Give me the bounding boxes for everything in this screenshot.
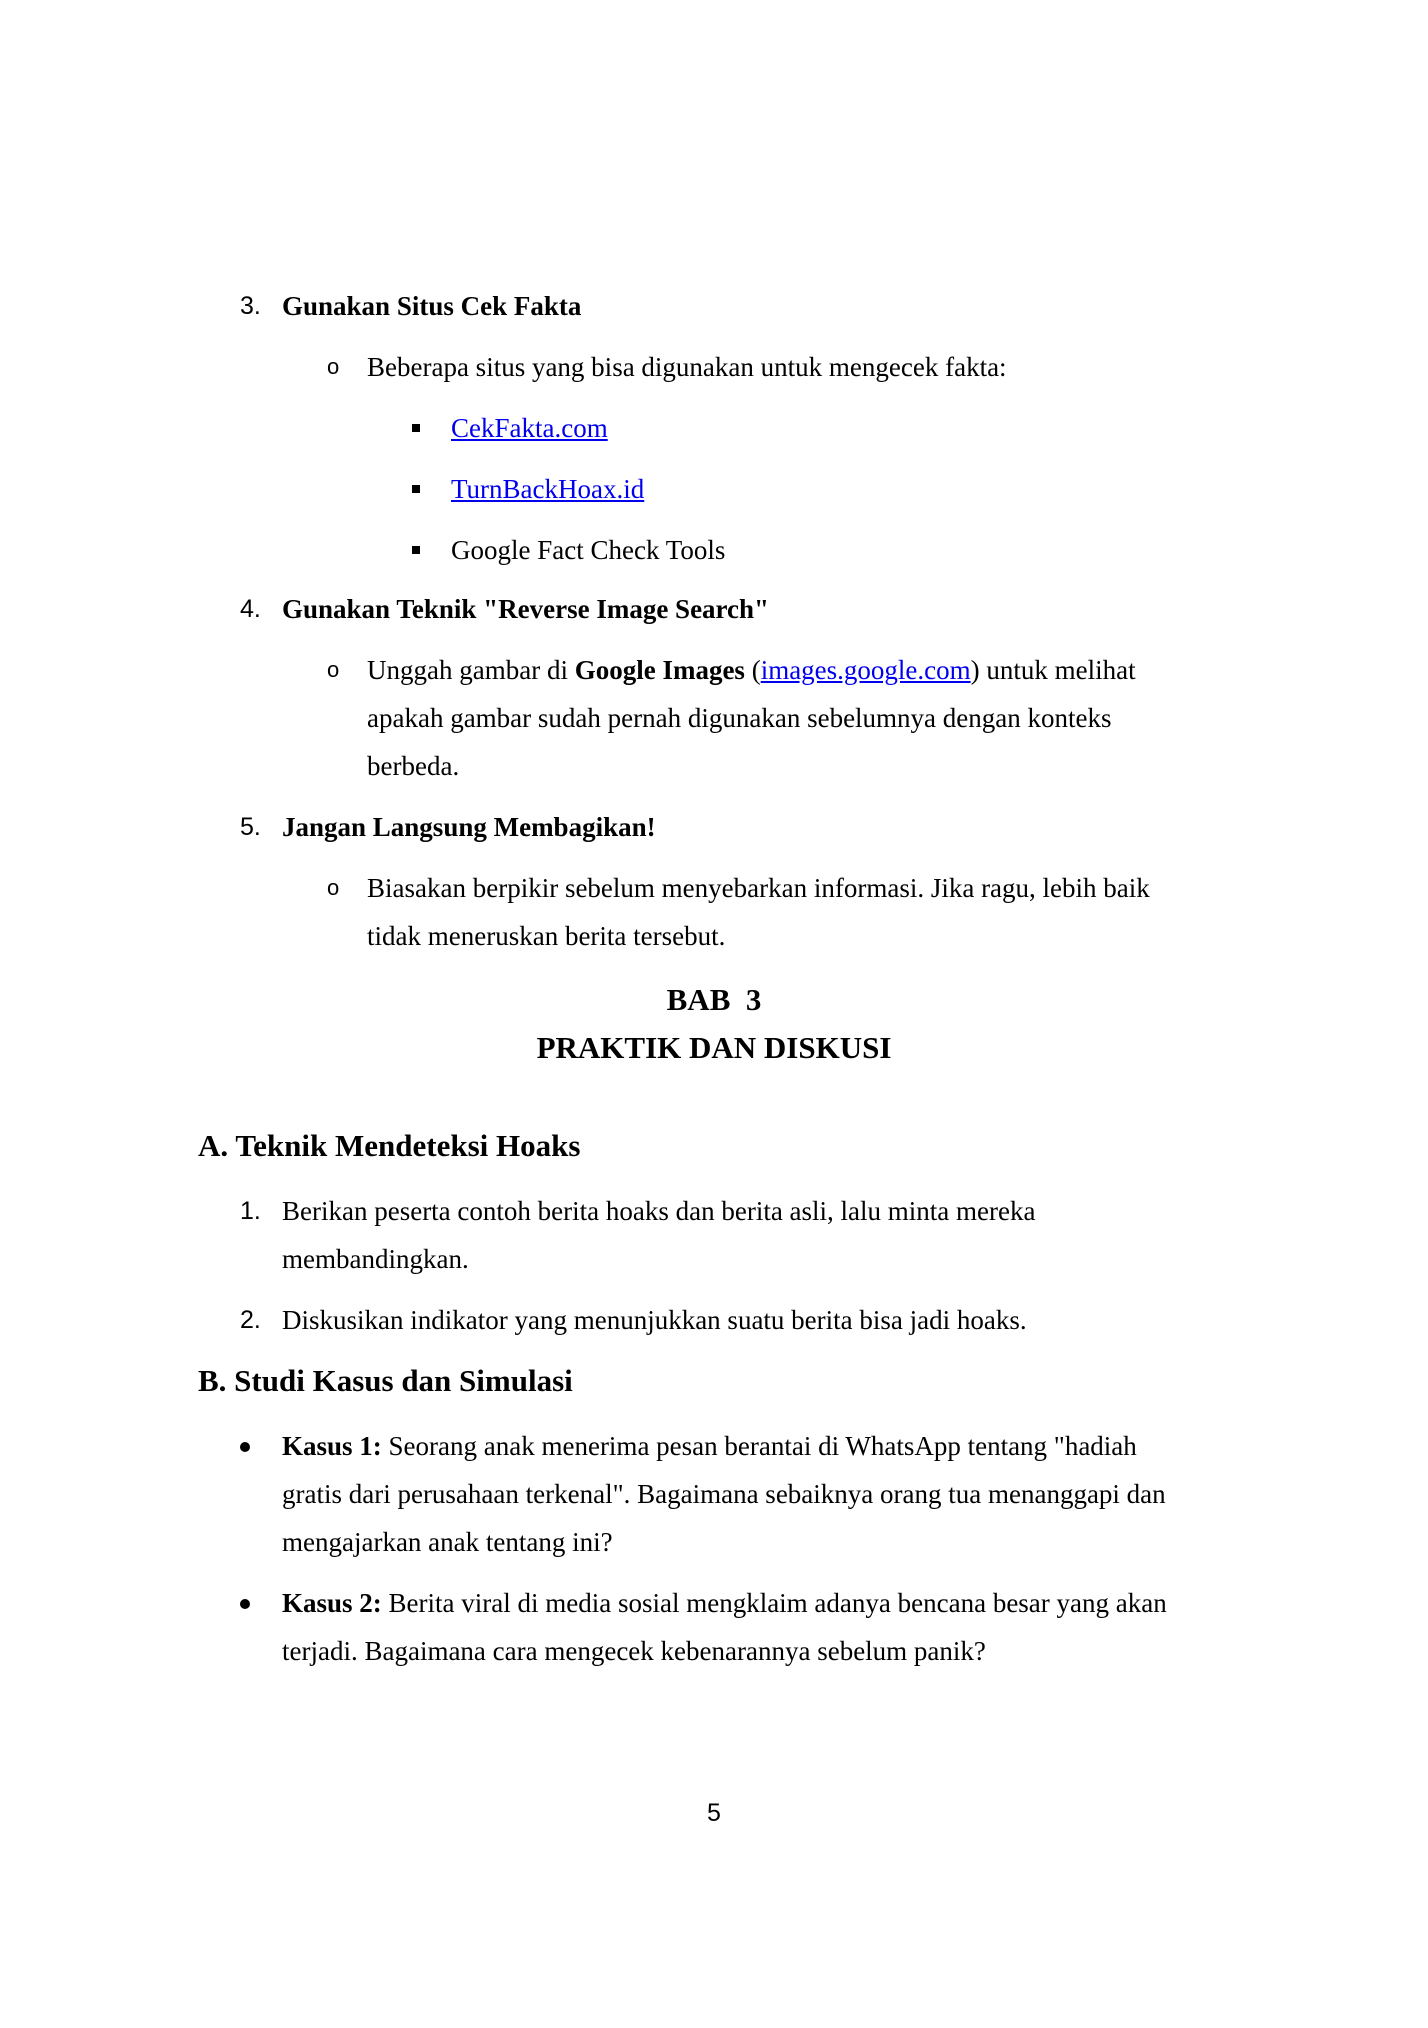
list-item-text: apakah gambar sudah pernah digunakan sebelumnya dengan konteks [367,703,1112,733]
list-item-title: Jangan Langsung Membagikan! [282,812,656,842]
bold-text: Google Images [574,655,745,685]
list-item-text: membandingkan. [282,1244,469,1274]
link-cekfakta[interactable]: CekFakta.com [451,413,608,443]
text-run: ( [744,655,761,685]
link-google-images[interactable]: images.google.com [760,655,971,685]
chapter-title: PRAKTIK DAN DISKUSI [536,1030,892,1065]
section-heading: B. Studi Kasus dan Simulasi [198,1363,573,1398]
list-item-text: Beberapa situs yang bisa digunakan untuk mengecek fakta: [367,352,1007,382]
list-number: 2. [240,1306,261,1334]
list-number: 1. [240,1197,261,1225]
list-item-text: tidak meneruskan berita tersebut. [367,921,726,951]
list-item-text [367,646,1136,694]
square-bullet-icon [412,485,420,493]
list-item-text: berbeda. [367,751,460,781]
case-text: terjadi. Bagaimana cara mengecek kebenarannya sebelum panik? [282,1636,986,1666]
circle-bullet-icon: o [327,354,340,379]
link-turnbackhoax[interactable]: TurnBackHoax.id [451,474,645,504]
list-item-title: Gunakan Situs Cek Fakta [282,291,582,321]
case-text: gratis dari perusahaan terkenal". Bagaimana sebaiknya orang tua menanggapi dan [282,1479,1166,1509]
section-heading: A. Teknik Mendeteksi Hoaks [198,1128,581,1163]
list-item-title: Gunakan Teknik "Reverse Image Search" [282,594,770,624]
circle-bullet-icon: o [327,875,340,900]
case-label: Kasus 2: [282,1588,382,1618]
list-item-text: Diskusikan indikator yang menunjukkan suatu berita bisa jadi hoaks. [282,1305,1027,1335]
bullet-dot-icon [240,1442,250,1452]
list-item-text: Berikan peserta contoh berita hoaks dan berita asli, lalu minta mereka [282,1196,1036,1226]
case-label: Kasus 1: [282,1431,382,1461]
page-number: 5 [707,1799,721,1827]
text-run: Seorang anak menerima pesan berantai di WhatsApp tentang "hadiah [381,1431,1137,1461]
case-text: mengajarkan anak tentang ini? [282,1527,613,1557]
case-text [282,1422,1230,1470]
text-run: Berita viral di media sosial mengklaim adanya bencana besar yang akan [381,1588,1167,1618]
square-bullet-icon [412,546,420,554]
text-run: ) untuk melihat [970,655,1136,685]
list-number: 4. [240,595,261,623]
chapter-label: BAB 3 [666,982,762,1017]
list-number: 3. [240,292,261,320]
case-text [282,1579,1230,1627]
text-run: Unggah gambar di [367,655,575,685]
list-number: 5. [240,813,261,841]
circle-bullet-icon: o [327,657,340,682]
bullet-dot-icon [240,1599,250,1609]
list-item-text: Biasakan berpikir sebelum menyebarkan informasi. Jika ragu, lebih baik [367,873,1150,903]
square-bullet-icon [412,424,420,432]
list-item-text: Google Fact Check Tools [451,535,726,565]
